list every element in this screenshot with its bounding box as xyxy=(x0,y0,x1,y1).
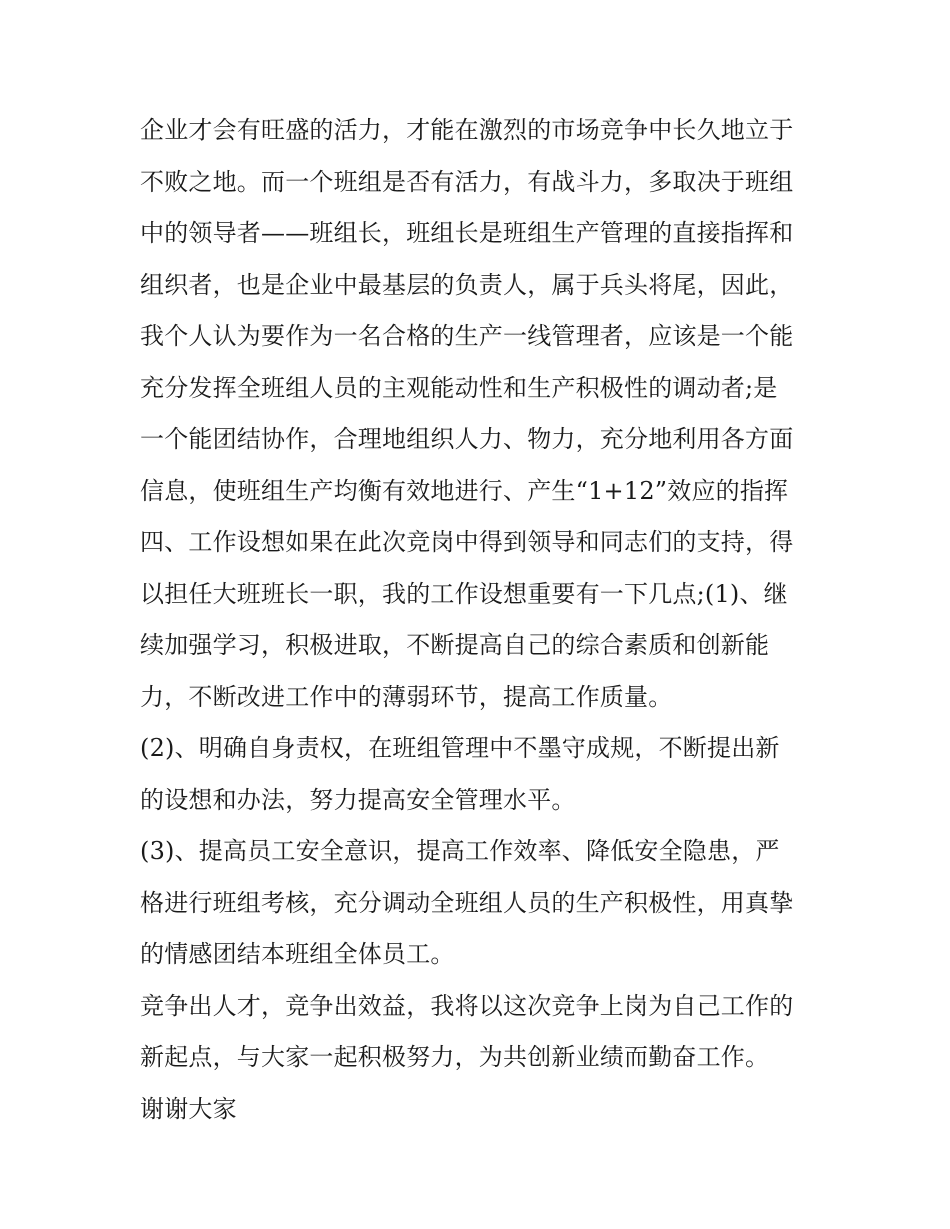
text-line: (3)、提高员工安全意识，提高工作效率、降低安全隐患，严 xyxy=(140,837,780,865)
text-line: 以担任大班班长一职，我的工作设想重要有一下几点;(1)、继 xyxy=(140,579,788,608)
text-line: 不败之地。而一个班组是否有活力，有战斗力，多取决于班组 xyxy=(140,167,794,196)
text-line: 中的领导者——班组长，班组长是班组生产管理的直接指挥和 xyxy=(140,219,794,247)
text-line: 新起点，与大家一起积极努力，为共创新业绩而勤奋工作。 xyxy=(140,1043,770,1071)
text-line: 竞争出人才，竞争出效益，我将以这次竞争上岗为自己工作的 xyxy=(140,991,794,1020)
closing-line: 谢谢大家 xyxy=(140,1094,237,1123)
text-line: 信息，使班组生产均衡有效地进行、产生“1+12”效应的指挥 xyxy=(140,476,789,505)
text-line: (2)、明确自身责权，在班组管理中不墨守成规，不断提出新 xyxy=(140,734,780,762)
text-line: 的设想和办法，努力提高安全管理水平。 xyxy=(140,785,576,814)
text-line: 的情感团结本班组全体员工。 xyxy=(140,940,455,968)
text-line: 我个人认为要作为一名合格的生产一线管理者，应该是一个能 xyxy=(140,322,794,350)
text-line: 一个能团结协作，合理地组织人力、物力，充分地利用各方面 xyxy=(140,425,794,453)
body-text xyxy=(140,105,830,1135)
text-line: 企业才会有旺盛的活力，才能在激烈的市场竞争中长久地立于 xyxy=(140,116,794,144)
text-line: 力，不断改进工作中的薄弱环节，提高工作质量。 xyxy=(140,682,673,711)
text-line: 组织者，也是企业中最基层的负责人，属于兵头将尾，因此， xyxy=(140,270,794,299)
text-line: 充分发挥全班组人员的主观能动性和生产积极性的调动者;是 xyxy=(140,373,778,402)
text-line: 格进行班组考核，充分调动全班组人员的生产积极性，用真挚 xyxy=(140,888,794,917)
text-line: 续加强学习，积极进取，不断提高自己的综合素质和创新能 xyxy=(140,631,770,659)
text-line: 四、工作设想如果在此次竞岗中得到领导和同志们的支持，得 xyxy=(140,528,794,556)
